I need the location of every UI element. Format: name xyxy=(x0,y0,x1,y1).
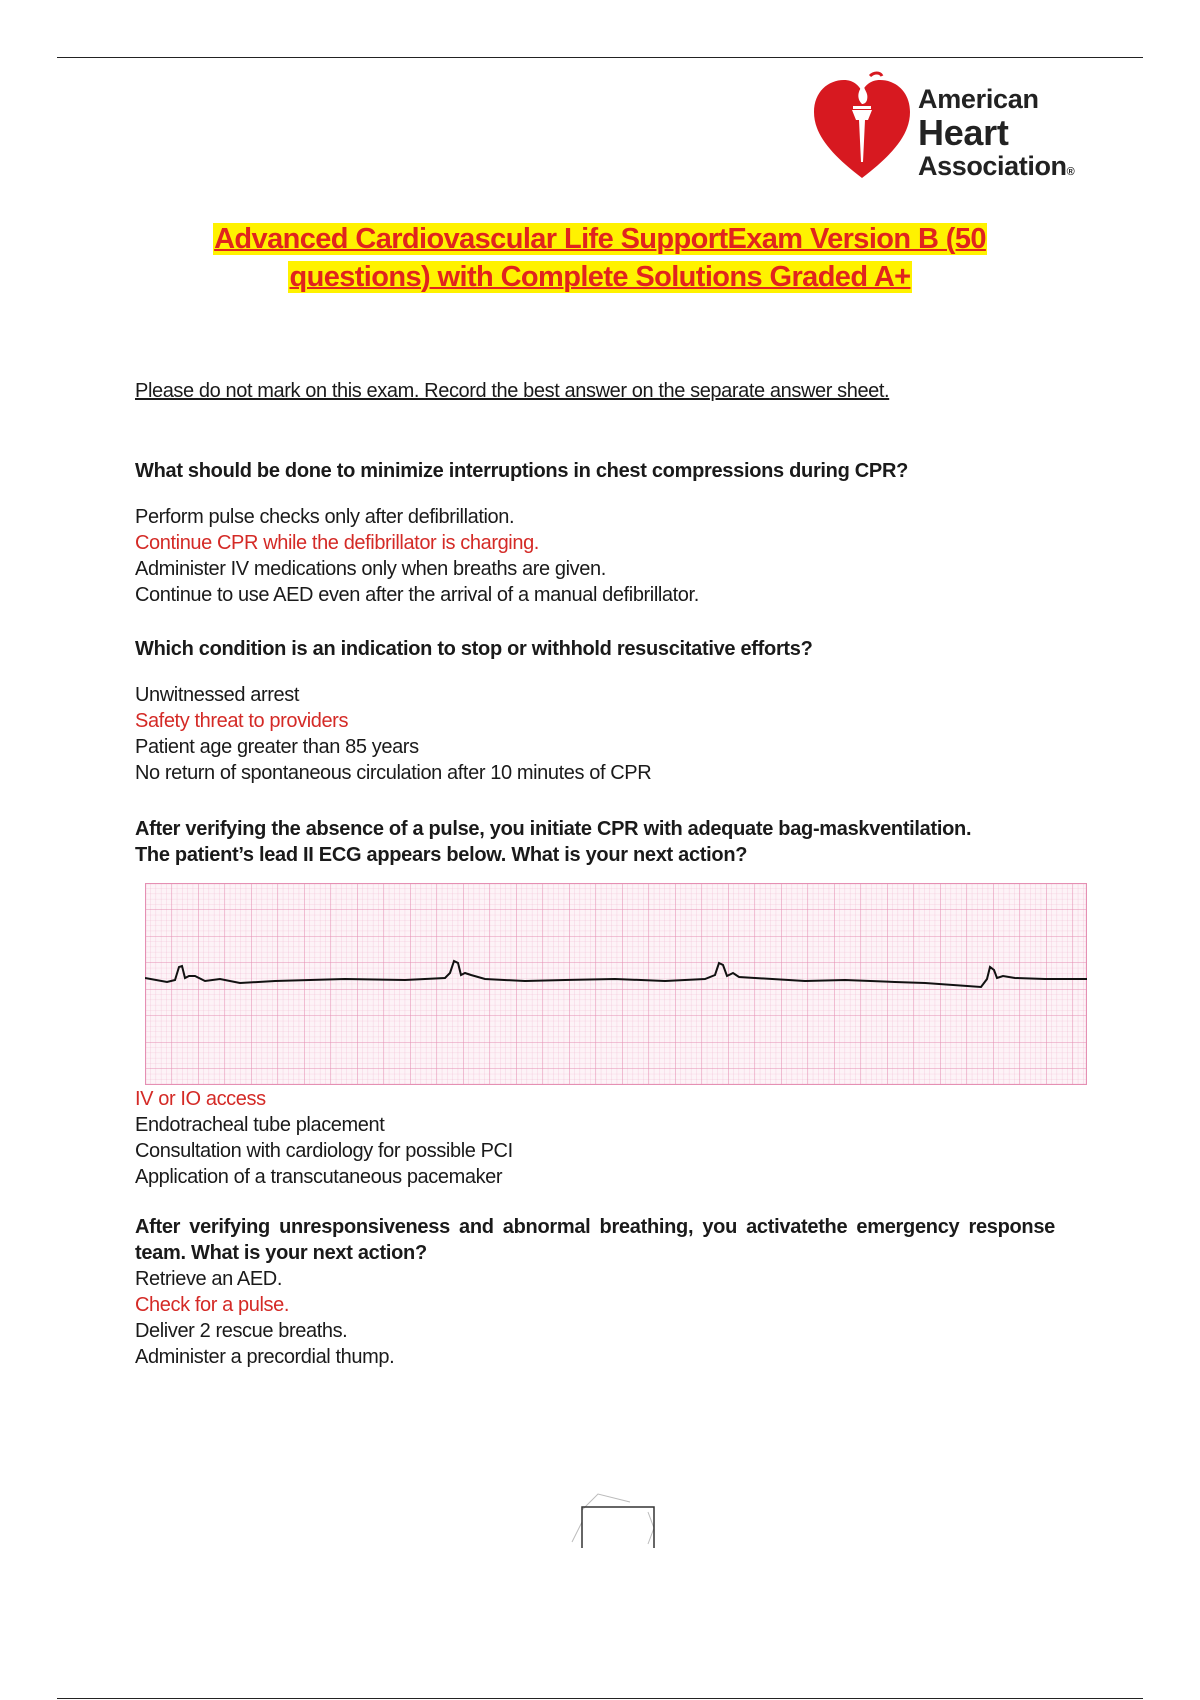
correct-option: IV or IO access xyxy=(135,1088,266,1110)
question-1-options xyxy=(135,504,1075,608)
question-4-line-2: response team. What is your next action? xyxy=(135,1216,1055,1264)
question-3 xyxy=(135,816,1095,868)
option: Retrieve an AED. xyxy=(135,1268,283,1290)
question-4 xyxy=(135,1214,1055,1370)
title-line-2: questions) with Complete Solutions Graded A+ xyxy=(289,261,911,293)
option: Administer a precordial thump. xyxy=(135,1346,395,1368)
question-3-options xyxy=(135,1086,1075,1190)
option: Perform pulse checks only after defibrillation. xyxy=(135,506,515,528)
option: Administer IV medications only when breaths are given. xyxy=(135,558,606,580)
question-2-options xyxy=(135,682,1075,786)
heart-torch-icon xyxy=(812,70,912,185)
option: Continue to use AED even after the arrival of a manual defibrillator. xyxy=(135,584,699,606)
question-2-text: Which condition is an indication to stop or withhold resuscitative efforts? xyxy=(135,638,813,660)
ecg-strip xyxy=(145,883,1087,1085)
question-4-text xyxy=(135,1214,1055,1266)
header-rule xyxy=(57,57,1143,58)
correct-option: Safety threat to providers xyxy=(135,710,349,732)
registered-mark: ® xyxy=(1066,166,1075,178)
exam-notice: Please do not mark on this exam. Record the best answer on the separate answer sheet. xyxy=(135,380,890,402)
question-2 xyxy=(135,636,1075,786)
question-1 xyxy=(135,458,1075,608)
logo-line-association: Association xyxy=(918,151,1067,181)
question-3-text xyxy=(135,816,1095,868)
question-1-text: What should be done to minimize interruptions in chest compressions during CPR? xyxy=(135,460,909,482)
option: No return of spontaneous circulation after 10 minutes of CPR xyxy=(135,762,652,784)
page-corner-icon xyxy=(568,1492,660,1550)
option: Consultation with cardiology for possible PCI xyxy=(135,1140,513,1162)
aha-logo xyxy=(812,70,1092,185)
logo-line-heart: Heart xyxy=(918,112,1009,153)
question-3-answers xyxy=(135,1086,1075,1190)
question-3-line-1: After verifying the absence of a pulse, you initiate CPR with adequate bag-maskventilation. xyxy=(135,818,972,840)
option: Deliver 2 rescue breaths. xyxy=(135,1320,348,1342)
title-line-1: Advanced Cardiovascular Life SupportExam Version B (50 xyxy=(214,223,986,255)
option: Endotracheal tube placement xyxy=(135,1114,385,1136)
footer-rule xyxy=(57,1698,1143,1699)
option: Unwitnessed arrest xyxy=(135,684,299,706)
option: Application of a transcutaneous pacemaker xyxy=(135,1166,503,1188)
question-4-options xyxy=(135,1266,1055,1370)
option: Patient age greater than 85 years xyxy=(135,736,419,758)
question-4-line-1: After verifying unresponsiveness and abnormal breathing, you activatethe emergency xyxy=(135,1216,960,1238)
page-title xyxy=(100,220,1100,296)
correct-option: Check for a pulse. xyxy=(135,1294,289,1316)
correct-option: Continue CPR while the defibrillator is charging. xyxy=(135,532,539,554)
question-3-line-2: The patient’s lead II ECG appears below. What is your next action? xyxy=(135,844,748,866)
logo-line-american: American xyxy=(918,84,1039,114)
